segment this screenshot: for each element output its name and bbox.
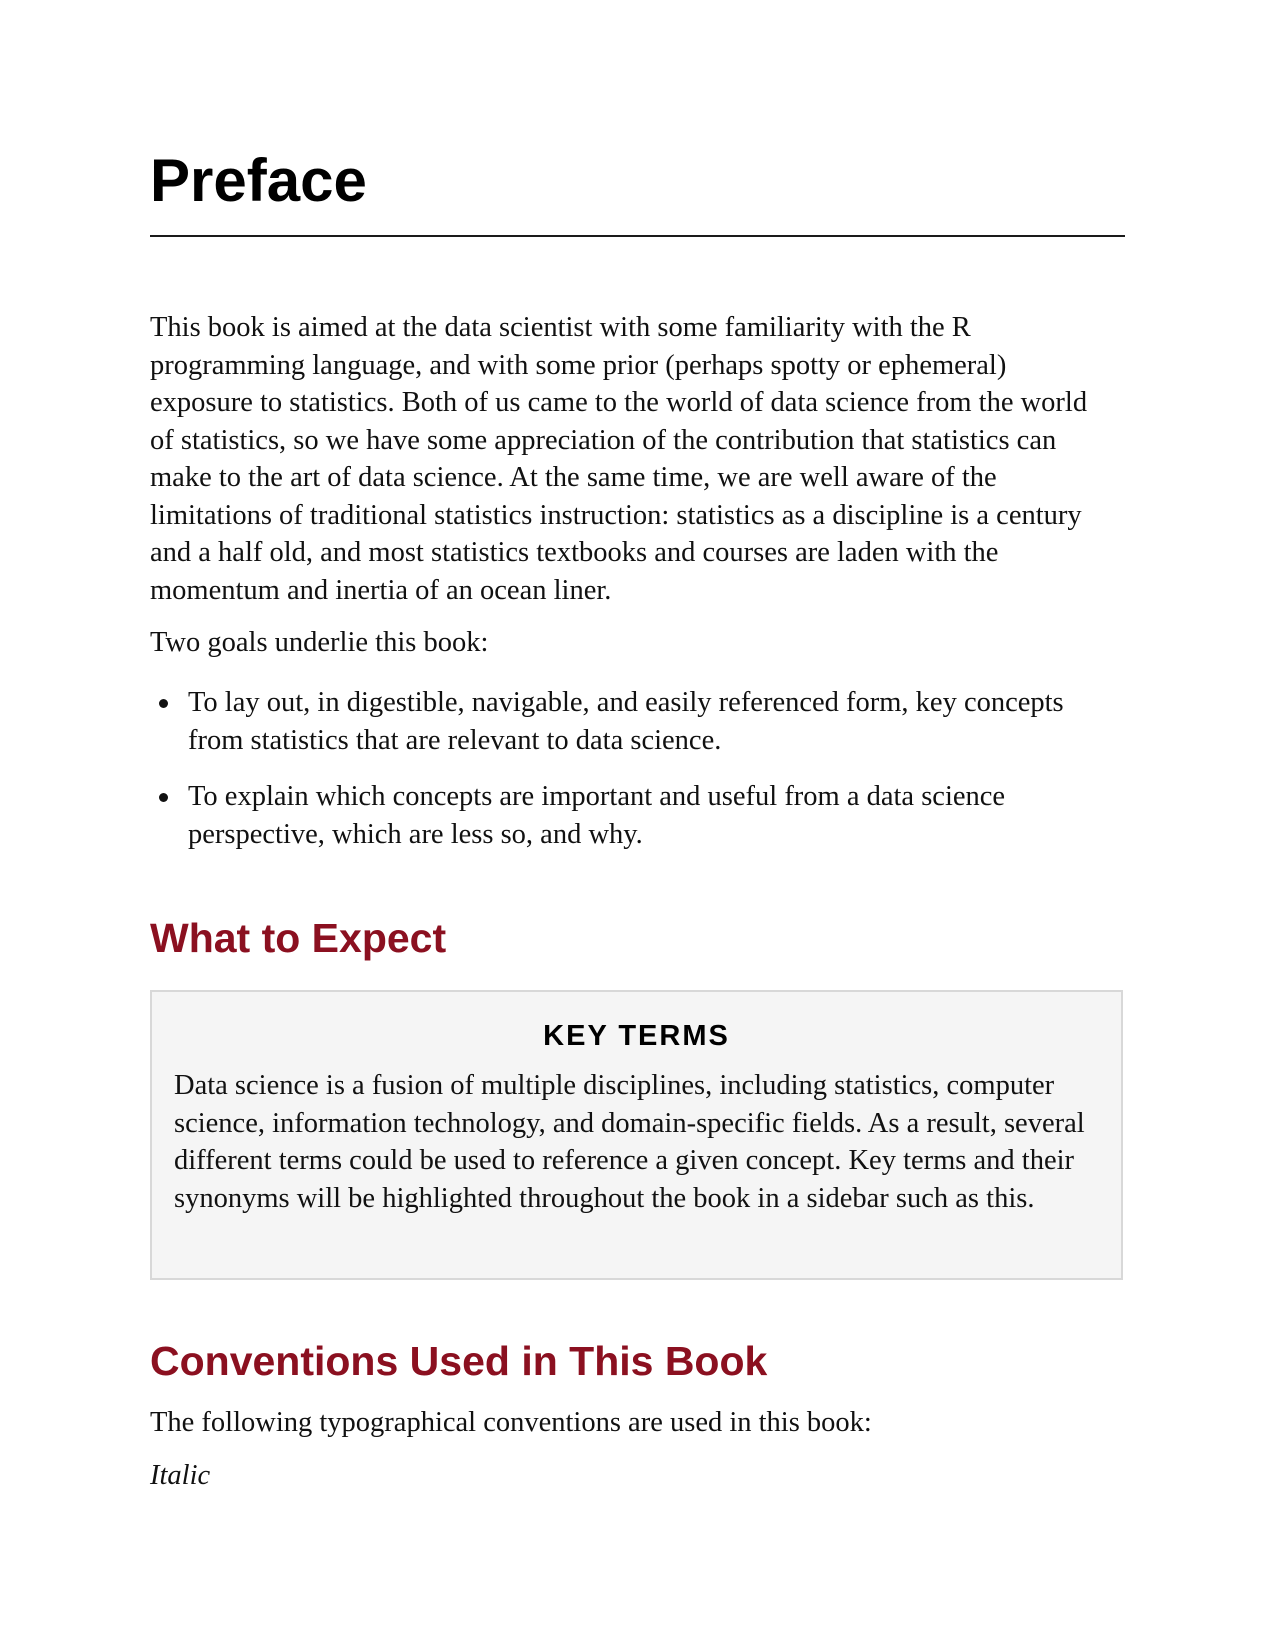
list-item xyxy=(150,684,1125,759)
bullet-icon xyxy=(159,699,168,708)
title-divider xyxy=(150,235,1125,237)
goal-text: To explain which concepts are important and useful from a data science perspective, which are less so, and why. xyxy=(188,781,1006,850)
goal-text: To lay out, in digestible, navigable, and easily referenced form, key concepts from statistics that are relevant to data science. xyxy=(188,687,1064,756)
goals-list xyxy=(150,684,1125,872)
conventions-lead: The following typographical conventions are used in this book: xyxy=(150,1407,872,1438)
bullet-icon xyxy=(159,793,168,802)
chapter-title: Preface xyxy=(150,147,367,214)
key-terms-sidebar xyxy=(150,990,1123,1280)
intro-paragraph: This book is aimed at the data scientist with some familiarity with the R programming language, and with some prior (perhaps spotty or ephemeral) exposure to statistics. Both of us came to the world of data science from the world of statistics, so we have some appreciation of the contribution that statistics can make to the art of data science. At the same time, we are well aware of the limitations of traditional statistics instruction: statistics as a discipline is a century and a half old, and most statistics textbooks and courses are laden with the momentum and inertia of an ocean liner. xyxy=(150,312,1088,606)
section-heading-what-to-expect: What to Expect xyxy=(150,915,447,961)
section-heading-conventions: Conventions Used in This Book xyxy=(150,1338,768,1384)
goals-lead: Two goals underlie this book: xyxy=(150,627,489,658)
sidebar-body: Data science is a fusion of multiple disciplines, including statistics, computer science, information technology, and domain-specific fields. As a result, several different terms could be used to reference a given concept. Key terms and their synonyms will be highlighted throughout the book in a sidebar such as this. xyxy=(174,1070,1085,1214)
list-item xyxy=(150,778,1125,853)
sidebar-title: KEY TERMS xyxy=(543,1020,730,1052)
convention-term-italic: Italic xyxy=(150,1460,211,1491)
